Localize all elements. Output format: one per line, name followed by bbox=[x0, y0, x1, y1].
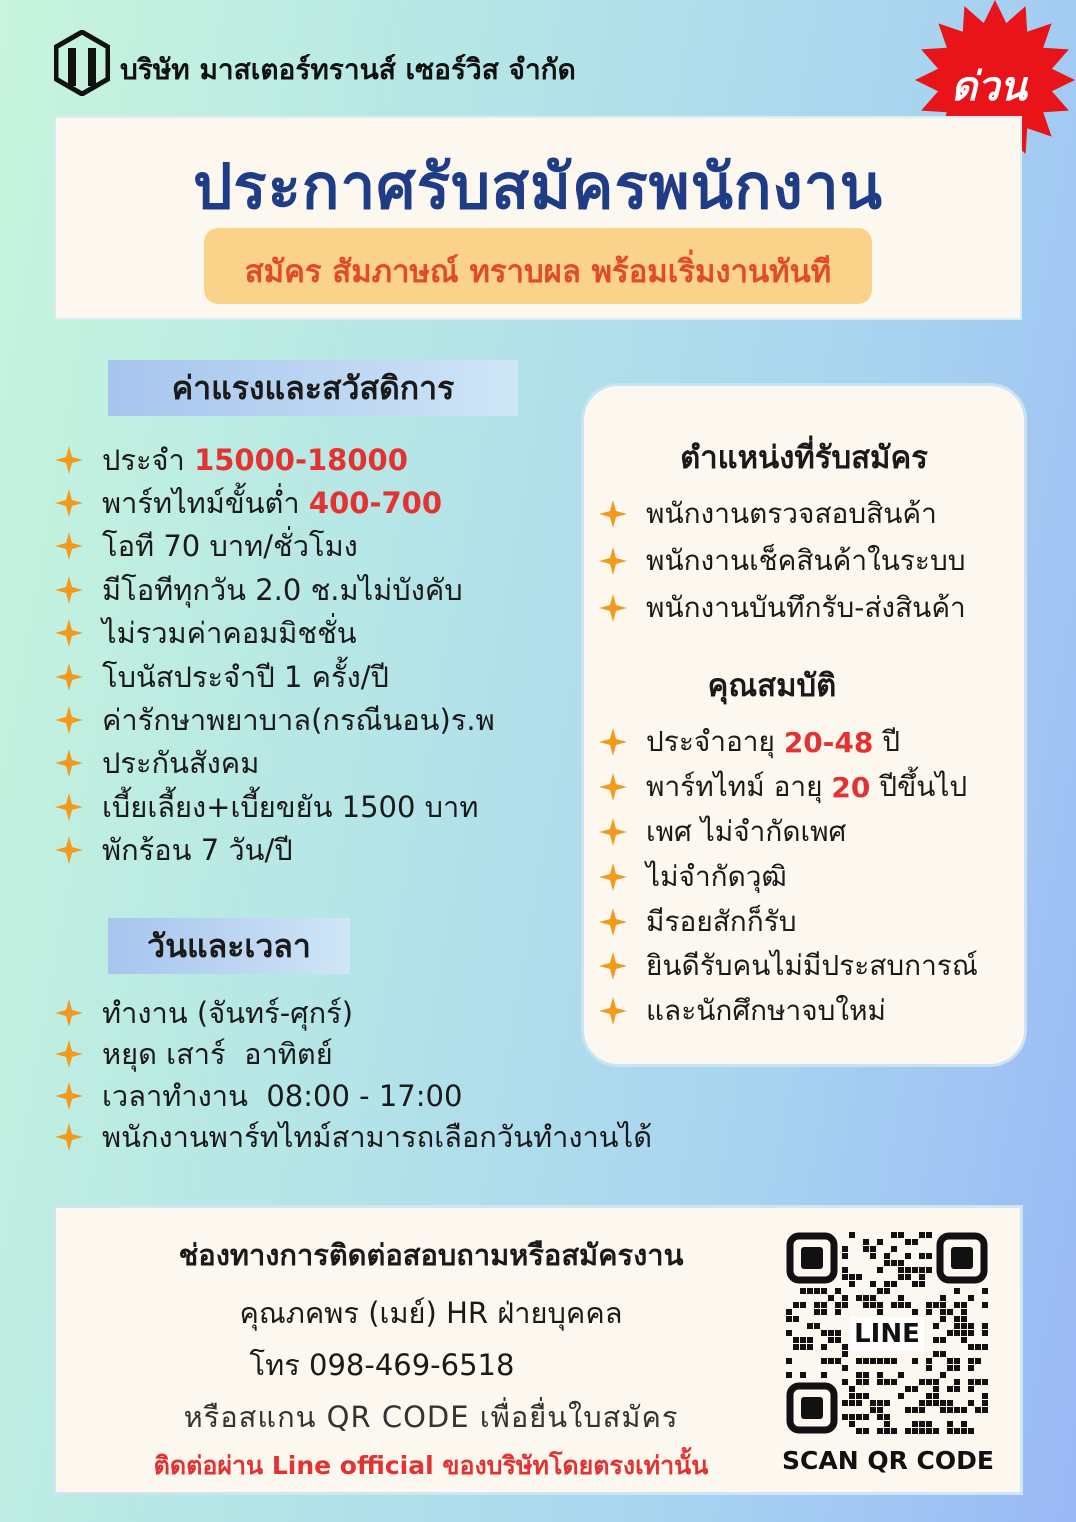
item-text: ไม่จำกัดวุฒิ bbox=[646, 859, 787, 893]
list-item bbox=[598, 899, 978, 944]
contact-phone[interactable]: โทร 098-469-6518 bbox=[249, 1348, 515, 1382]
list-item bbox=[598, 765, 978, 810]
item-text: มีรอยสักก็รับ bbox=[646, 904, 797, 938]
qualifications-list bbox=[598, 720, 978, 1034]
star-bullet-icon bbox=[54, 1081, 84, 1111]
list-item bbox=[598, 584, 966, 631]
list-item bbox=[598, 720, 978, 765]
star-bullet-icon bbox=[54, 1122, 84, 1152]
list-item bbox=[54, 568, 495, 611]
star-bullet-icon bbox=[54, 998, 84, 1028]
item-text: พนักงานบันทึกรับ-ส่งสินค้า bbox=[646, 590, 966, 624]
item-text: มีโอทีทุกวัน 2.0 ช.มไม่บังคับ bbox=[102, 572, 463, 607]
star-bullet-icon bbox=[598, 499, 628, 529]
star-bullet-icon bbox=[598, 862, 628, 892]
item-text: หยุด เสาร์ อาทิตย์ bbox=[102, 1037, 333, 1072]
star-bullet-icon bbox=[598, 996, 628, 1026]
item-text: เพศ ไม่จำกัดเพศ bbox=[646, 814, 847, 848]
qr-caption: SCAN QR CODE bbox=[782, 1446, 994, 1475]
list-item bbox=[598, 537, 966, 584]
item-text: ประจำอายุ bbox=[646, 725, 784, 759]
highlight-value: 20 bbox=[831, 770, 871, 804]
item-text: โบนัสประจำปี 1 ครั้ง/ปี bbox=[102, 659, 389, 694]
days-heading: วันและเวลา bbox=[108, 918, 350, 974]
days-list bbox=[54, 992, 652, 1158]
positions-heading: ตำแหน่งที่รับสมัคร bbox=[680, 440, 928, 476]
item-text: ไม่รวมค่าคอมมิชชั่น bbox=[102, 616, 357, 651]
item-text: เวลาทำงาน 08:00 - 17:00 bbox=[102, 1078, 463, 1113]
item-text: และนักศึกษาจบใหม่ bbox=[646, 994, 887, 1028]
star-bullet-icon bbox=[598, 727, 628, 757]
star-bullet-icon bbox=[54, 575, 84, 605]
item-text: ค่ารักษาพยาบาล(กรณีนอน)ร.พ bbox=[102, 703, 495, 738]
wages-heading: ค่าแรงและสวัสดิการ bbox=[108, 360, 518, 416]
star-bullet-icon bbox=[54, 445, 84, 475]
item-text: พนักงานเช็คสินค้าในระบบ bbox=[646, 543, 966, 577]
item-text: พนักงานตรวจสอบสินค้า bbox=[646, 496, 937, 530]
list-item bbox=[54, 481, 495, 524]
list-item bbox=[598, 944, 978, 989]
wages-list bbox=[54, 438, 495, 872]
highlight-value: 15000-18000 bbox=[194, 442, 408, 477]
item-text: พนักงานพาร์ทไทม์สามารถเลือกวันทำงานได้ bbox=[102, 1120, 653, 1155]
list-item bbox=[54, 612, 495, 655]
list-item bbox=[54, 785, 495, 828]
list-item bbox=[54, 698, 495, 741]
urgent-badge-text: ด่วน bbox=[951, 64, 1027, 110]
page-title: ประกาศรับสมัครพนักงาน bbox=[192, 150, 884, 223]
subtitle: สมัคร สัมภาษณ์ ทราบผล พร้อมเริ่มงานทันที bbox=[244, 254, 832, 290]
item-text: ปีขึ้นไป bbox=[870, 770, 968, 804]
star-bullet-icon bbox=[598, 546, 628, 576]
item-text: โอที 70 บาท/ชั่วโมง bbox=[102, 529, 358, 564]
star-bullet-icon bbox=[598, 907, 628, 937]
star-bullet-icon bbox=[54, 792, 84, 822]
star-bullet-icon bbox=[54, 488, 84, 518]
star-bullet-icon bbox=[54, 1039, 84, 1069]
highlight-value: 400-700 bbox=[308, 486, 443, 521]
item-text: เบี้ยเลี้ยง+เบี้ยขยัน 1500 บาท bbox=[102, 789, 479, 824]
star-bullet-icon bbox=[54, 835, 84, 865]
list-item bbox=[54, 525, 495, 568]
item-text: พาร์ทไทม์ อายุ bbox=[646, 770, 832, 804]
contact-note: ติดต่อผ่าน Line official ของบริษัทโดยตรงเท่านั้น bbox=[153, 1451, 709, 1480]
contact-scan-text: หรือสแกน QR CODE เพื่อยื่นใบสมัคร bbox=[183, 1400, 679, 1434]
star-bullet-icon bbox=[54, 531, 84, 561]
list-item bbox=[54, 1117, 652, 1159]
star-bullet-icon bbox=[54, 618, 84, 648]
star-bullet-icon bbox=[598, 593, 628, 623]
item-text: ทำงาน (จันทร์-ศุกร์) bbox=[102, 995, 354, 1030]
list-item bbox=[54, 829, 495, 872]
item-text: ปี bbox=[873, 725, 901, 759]
qr-line-label: LINE bbox=[850, 1317, 924, 1351]
list-item bbox=[598, 854, 978, 899]
item-text: ประจำ bbox=[102, 442, 195, 477]
star-bullet-icon bbox=[54, 748, 84, 778]
company-logo-icon bbox=[54, 30, 110, 96]
company-name: บริษัท มาสเตอร์ทรานส์ เซอร์วิส จำกัด bbox=[120, 53, 576, 86]
item-text: พาร์ทไทม์ขั้นต่ำ bbox=[102, 486, 309, 521]
star-bullet-icon bbox=[598, 951, 628, 981]
star-bullet-icon bbox=[54, 705, 84, 735]
item-text: ประกันสังคม bbox=[102, 746, 260, 781]
star-bullet-icon bbox=[598, 817, 628, 847]
highlight-value: 20-48 bbox=[783, 725, 874, 759]
item-text: พักร้อน 7 วัน/ปี bbox=[102, 833, 293, 868]
list-item bbox=[54, 1034, 652, 1076]
star-bullet-icon bbox=[54, 662, 84, 692]
list-item bbox=[598, 810, 978, 855]
list-item bbox=[598, 490, 966, 537]
list-item bbox=[54, 438, 495, 481]
qualifications-heading: คุณสมบัติ bbox=[707, 668, 837, 704]
contact-heading: ช่องทางการติดต่อสอบถามหรือสมัครงาน bbox=[178, 1238, 684, 1272]
list-item bbox=[598, 989, 978, 1034]
list-item bbox=[54, 742, 495, 785]
contact-name: คุณภคพร (เมย์) HR ฝ่ายบุคคล bbox=[239, 1296, 623, 1330]
positions-list bbox=[598, 490, 966, 631]
list-item bbox=[54, 1075, 652, 1117]
list-item bbox=[54, 992, 652, 1034]
star-bullet-icon bbox=[598, 772, 628, 802]
list-item bbox=[54, 655, 495, 698]
item-text: ยินดีรับคนไม่มีประสบการณ์ bbox=[646, 949, 978, 983]
